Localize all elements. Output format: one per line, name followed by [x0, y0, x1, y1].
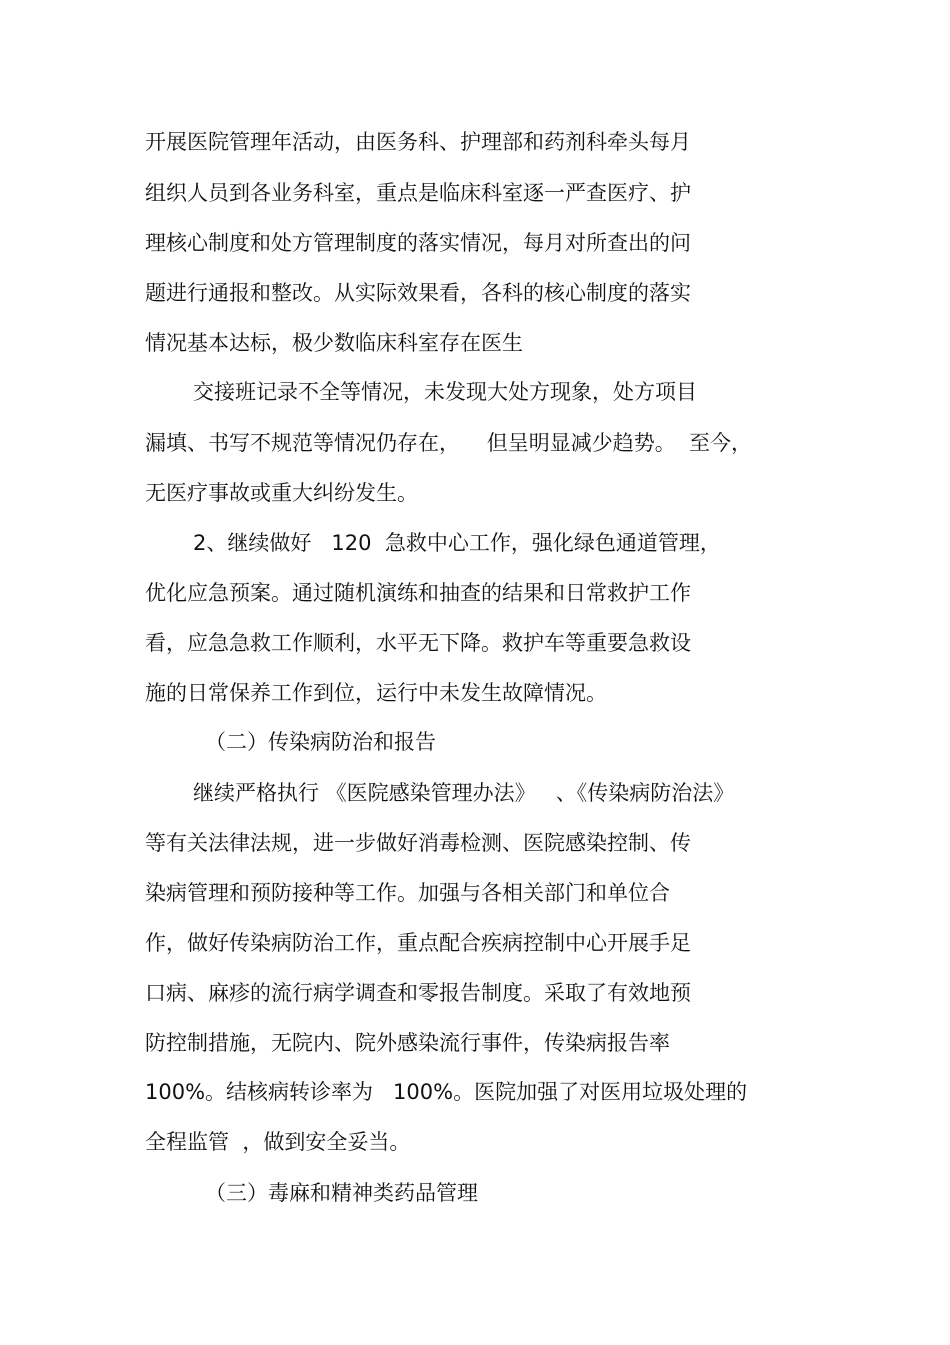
- text-line: 题进行通报和整改。从实际效果看，各科的核心制度的落实: [145, 281, 691, 305]
- text-line: 全程监管 ，做到安全妥当。: [145, 1130, 411, 1154]
- text-line: 口病、麻疹的流行病学调查和零报告制度。采取了有效地预: [145, 981, 691, 1005]
- text-line: 看，应急急救工作顺利，水平无下降。救护车等重要急救设: [145, 631, 691, 655]
- section-heading: （二）传染病防治和报告: [205, 730, 436, 754]
- text-line: 2、继续做好 120 急救中心工作，强化绿色通道管理，: [193, 531, 721, 555]
- text-line: 漏填、书写不规范等情况仍存在， 但呈明显减少趋势。 至今，: [145, 431, 753, 455]
- text-line: 等有关法律法规，进一步做好消毒检测、医院感染控制、传: [145, 831, 691, 855]
- text-line: 施的日常保养工作到位，运行中未发生故障情况。: [145, 681, 607, 705]
- text-line: 作，做好传染病防治工作，重点配合疾病控制中心开展手足: [145, 931, 691, 955]
- text-line: 优化应急预案。通过随机演练和抽查的结果和日常救护工作: [145, 581, 691, 605]
- text-line: 染病管理和预防接种等工作。加强与各相关部门和单位合: [145, 881, 670, 905]
- text-line: 防控制措施，无院内、院外感染流行事件，传染病报告率: [145, 1031, 670, 1055]
- text-line: 开展医院管理年活动，由医务科、护理部和药剂科牵头每月: [145, 130, 691, 154]
- text-line: 理核心制度和处方管理制度的落实情况，每月对所查出的问: [145, 231, 691, 255]
- text-line: 继续严格执行 《医院感染管理办法》 、《传染病防治法》: [193, 781, 735, 805]
- text-line: 组织人员到各业务科室，重点是临床科室逐一严查医疗、护: [145, 181, 691, 205]
- text-line: 100%。结核病转诊率为 100%。医院加强了对医用垃圾处理的: [145, 1080, 748, 1104]
- text-line: 交接班记录不全等情况，未发现大处方现象，处方项目: [193, 380, 697, 404]
- section-heading: （三）毒麻和精神类药品管理: [205, 1181, 478, 1205]
- text-line: 无医疗事故或重大纠纷发生。: [145, 481, 418, 505]
- text-line: 情况基本达标，极少数临床科室存在医生: [145, 331, 523, 355]
